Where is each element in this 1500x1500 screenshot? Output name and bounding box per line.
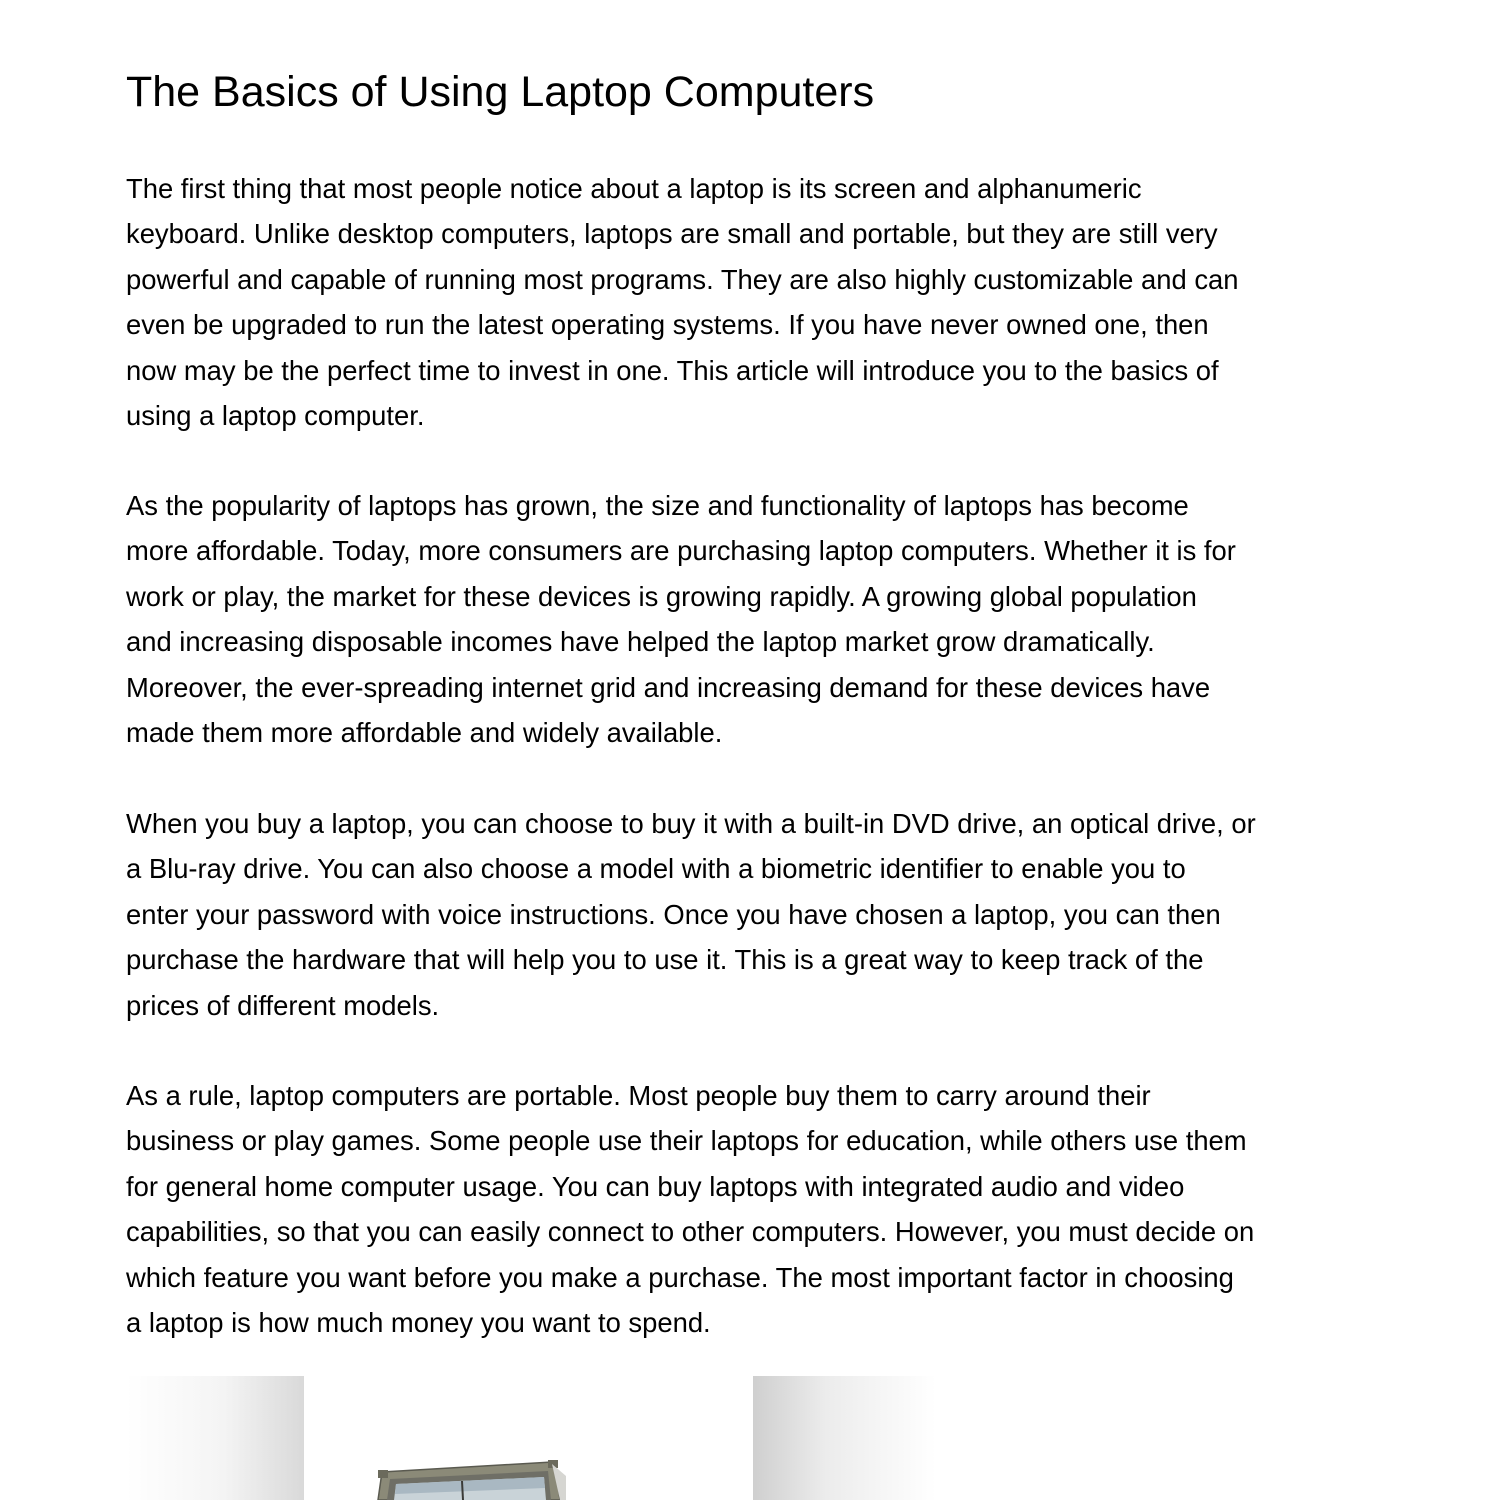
text-line: As the popularity of laptops has grown, the size and functionality of laptops has become (126, 490, 1189, 521)
image-right-panel (753, 1376, 936, 1500)
text-line: a laptop is how much money you want to spend. (126, 1307, 711, 1339)
text-line: The first thing that most people notice about a laptop is its screen and alphanumeric (126, 173, 1142, 204)
text-line: Moreover, the ever-spreading internet grid and increasing demand for these devices have (126, 671, 1211, 703)
paragraph-4 (126, 1073, 1386, 1345)
image-left-panel (126, 1376, 304, 1500)
text-line: more affordable. Today, more consumers are purchasing laptop computers. Whether it is for (126, 535, 1236, 567)
text-line: and increasing disposable incomes have helped the laptop market grow dramatically. (126, 626, 1155, 658)
text-line: As a rule, laptop computers are portable. Most people buy them to carry around their (126, 1080, 1151, 1111)
text-line: keyboard. Unlike desktop computers, laptops are small and portable, but they are still very (126, 218, 1218, 250)
laptop-image (126, 1376, 936, 1500)
text-line: made them more affordable and widely available. (126, 717, 723, 749)
text-line: business or play games. Some people use their laptops for education, while others use them (126, 1125, 1247, 1157)
page-title: The Basics of Using Laptop Computers (126, 68, 875, 116)
text-line: enter your password with voice instructions. Once you have chosen a laptop, you can then (126, 898, 1221, 930)
text-line: prices of different models. (126, 989, 440, 1021)
text-line: purchase the hardware that will help you to use it. This is a great way to keep track of the (126, 944, 1204, 976)
text-line: work or play, the market for these devices is growing rapidly. A growing global population (126, 580, 1197, 612)
text-line: even be upgraded to run the latest operating systems. If you have never owned one, then (126, 309, 1209, 341)
text-line: now may be the perfect time to invest in one. This article will introduce you to the basics of (126, 354, 1219, 386)
text-line: a Blu-ray drive. You can also choose a model with a biometric identifier to enable you to (126, 853, 1186, 885)
text-line: powerful and capable of running most programs. They are also highly customizable and can (126, 263, 1239, 295)
laptop-photo-icon (304, 1376, 753, 1500)
paragraph-1 (126, 166, 1386, 438)
text-line: for general home computer usage. You can buy laptops with integrated audio and video (126, 1170, 1185, 1202)
image-center-panel (304, 1376, 753, 1500)
text-line: using a laptop computer. (126, 400, 425, 432)
text-line: capabilities, so that you can easily connect to other computers. However, you must decide on (126, 1216, 1255, 1248)
paragraph-3 (126, 801, 1386, 1028)
text-line: which feature you want before you make a purchase. The most important factor in choosing (126, 1261, 1234, 1293)
text-line: When you buy a laptop, you can choose to buy it with a built-in DVD drive, an optical drive, or (126, 808, 1256, 839)
paragraph-2 (126, 483, 1386, 755)
